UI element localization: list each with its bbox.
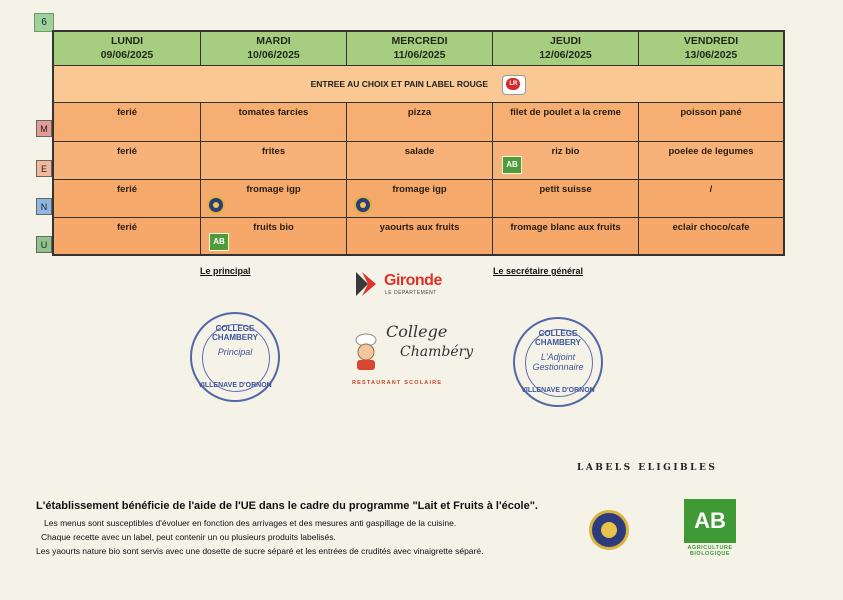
- menu-cell: poelee de legumes: [668, 146, 754, 157]
- menu-cell: frites: [201, 142, 347, 179]
- day-name: VENDREDI: [683, 35, 739, 47]
- footer-note-1: Les menus sont susceptibles d'évoluer en fonction des arrivages et des mesures anti gaspillage de la cuisine.: [44, 518, 457, 528]
- day-header-friday: [639, 32, 783, 65]
- menu-cell: ferié: [54, 218, 201, 254]
- gironde-chevron-icon: [354, 270, 382, 298]
- day-name: JEUDI: [550, 35, 581, 47]
- menu-row-dairy: [54, 179, 783, 217]
- day-name: MERCREDI: [391, 35, 448, 47]
- day-name: LUNDI: [110, 35, 144, 47]
- footer-note-3: Les yaourts nature bio sont servis avec une dosette de sucre séparé et les entrées de crudités avec vinaigrette séparé.: [36, 546, 484, 556]
- side-letter-m: M: [36, 120, 52, 137]
- menu-table: [52, 30, 785, 256]
- menu-cell: fruits bio AB: [201, 218, 347, 254]
- menu-cell: poisson pané: [680, 107, 742, 118]
- signature-secretary-label: Le secrétaire général: [493, 266, 584, 276]
- day-header-tuesday: [201, 32, 347, 65]
- day-name: MARDI: [256, 35, 291, 47]
- starter-banner: [54, 65, 783, 102]
- menu-cell: pizza: [347, 103, 493, 141]
- menu-cell: /: [709, 184, 713, 195]
- eu-aid-notice: L'établissement bénéficie de l'aide de l'UE dans le cadre du programme "Lait et Fruits à l'école".: [36, 500, 538, 512]
- organic-ab-icon: AB: [209, 233, 229, 251]
- menu-cell: ferié: [54, 180, 201, 217]
- week-number-badge: 6: [34, 13, 54, 32]
- menu-cell: petit suisse: [493, 180, 639, 217]
- footer-note-2: Chaque recette avec un label, peut contenir un ou plusieurs produits labelisés.: [41, 532, 336, 542]
- day-header-thursday: [493, 32, 639, 65]
- day-header-wednesday: [347, 32, 493, 65]
- menu-cell: ferié: [54, 142, 201, 179]
- igp-label-large-icon: [589, 510, 629, 550]
- college-logo-line2: Chambéry: [400, 344, 474, 360]
- label-rouge-icon: [502, 75, 526, 95]
- menu-cell: fromage blanc aux fruits: [493, 218, 639, 254]
- menu-cell: yaourts aux fruits: [347, 218, 493, 254]
- menu-cell: ferié: [54, 103, 201, 141]
- college-logo-line1: College: [386, 322, 448, 341]
- side-letter-e: E: [36, 160, 52, 177]
- ab-label-line1: AGRICULTURE: [687, 545, 733, 551]
- menu-row-dessert: [54, 217, 783, 254]
- menu-cell: tomates farcies: [201, 103, 347, 141]
- menu-row-side: [54, 141, 783, 179]
- day-date: 12/06/2025: [539, 49, 592, 61]
- signature-principal-label: Le principal: [200, 266, 251, 276]
- gironde-subtitle: LE DÉPARTEMENT: [385, 290, 437, 296]
- ab-label-line2: BIOLOGIQUE: [689, 551, 731, 557]
- menu-cell: fromage igp: [347, 180, 493, 217]
- ab-logo-icon: AB: [684, 499, 736, 543]
- menu-cell: salade: [347, 142, 493, 179]
- side-letter-n: N: [36, 198, 52, 215]
- day-date: 11/06/2025: [393, 49, 446, 61]
- igp-label-icon: [354, 196, 372, 214]
- igp-label-icon: [207, 196, 225, 214]
- college-logo-tagline: RESTAURANT SCOLAIRE: [352, 380, 443, 386]
- gironde-logo: [354, 270, 454, 300]
- day-header-monday: [54, 32, 201, 65]
- menu-cell: filet de poulet a la creme: [493, 103, 639, 141]
- organic-ab-icon: AB: [502, 156, 522, 174]
- college-chambery-logo: [348, 322, 474, 392]
- labels-eligibles-title: LABELS ELIGIBLES: [577, 463, 718, 473]
- menu-cell: fromage igp: [201, 180, 347, 217]
- gironde-name: Gironde: [384, 272, 442, 289]
- ab-label-large: [684, 499, 736, 557]
- day-date: 10/06/2025: [247, 49, 300, 61]
- principal-stamp: COLLEGE CHAMBERY Principal VILLENAVE D'ORNON: [190, 312, 280, 402]
- menu-row-main: [54, 102, 783, 141]
- banner-text: ENTREE AU CHOIX ET PAIN LABEL ROUGE: [310, 79, 489, 89]
- menu-cell: eclair choco/cafe: [672, 222, 750, 233]
- gestionnaire-stamp: COLLEGE CHAMBERY L'Adjoint Gestionnaire VILLENAVE D'ORNON: [513, 317, 603, 407]
- menu-cell: riz bio AB: [493, 142, 639, 179]
- day-date: 09/06/2025: [100, 49, 154, 61]
- chef-icon: [348, 332, 384, 372]
- side-letter-u: U: [36, 236, 52, 253]
- day-date: 13/06/2025: [684, 49, 738, 61]
